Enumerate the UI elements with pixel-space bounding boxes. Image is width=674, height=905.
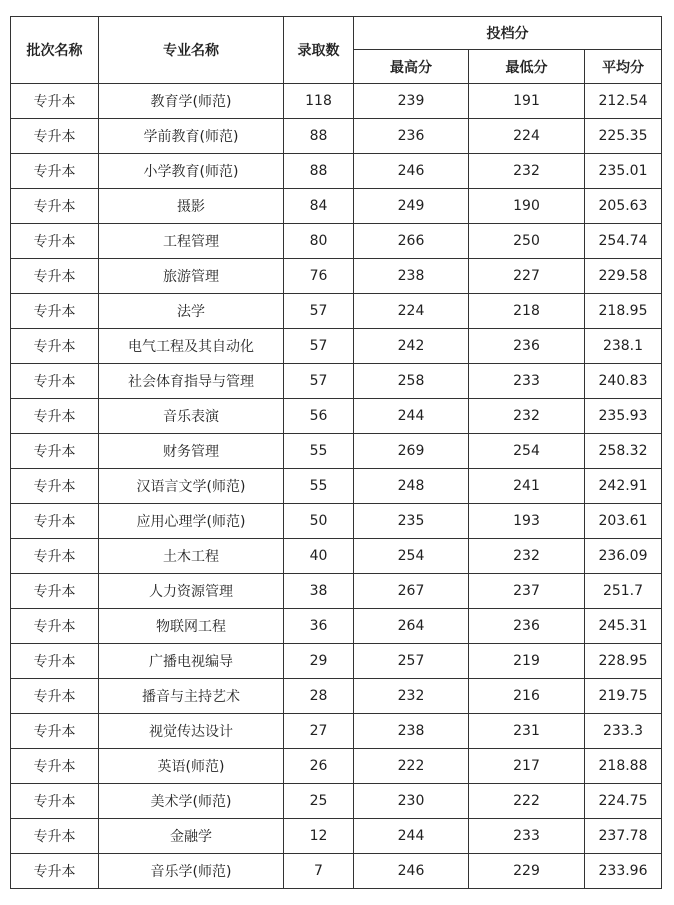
cell-avg-score: 236.09	[585, 539, 662, 574]
cell-major: 汉语言文学(师范)	[99, 469, 284, 504]
cell-major: 物联网工程	[99, 609, 284, 644]
cell-admitted: 84	[284, 189, 354, 224]
cell-max-score: 258	[354, 364, 469, 399]
table-row	[11, 84, 662, 119]
table-row	[11, 224, 662, 259]
cell-max-score: 238	[354, 259, 469, 294]
cell-admitted: 88	[284, 154, 354, 189]
cell-max-score: 244	[354, 399, 469, 434]
cell-max-score: 257	[354, 644, 469, 679]
cell-admitted: 55	[284, 469, 354, 504]
cell-avg-score: 203.61	[585, 504, 662, 539]
cell-avg-score: 218.88	[585, 749, 662, 784]
cell-avg-score: 212.54	[585, 84, 662, 119]
cell-major: 电气工程及其自动化	[99, 329, 284, 364]
cell-admitted: 27	[284, 714, 354, 749]
table-row	[11, 714, 662, 749]
cell-min-score: 191	[469, 84, 585, 119]
cell-major: 广播电视编导	[99, 644, 284, 679]
cell-max-score: 230	[354, 784, 469, 819]
cell-admitted: 40	[284, 539, 354, 574]
cell-major: 摄影	[99, 189, 284, 224]
cell-min-score: 222	[469, 784, 585, 819]
cell-batch: 专升本	[11, 749, 99, 784]
cell-max-score: 246	[354, 154, 469, 189]
cell-major: 学前教育(师范)	[99, 119, 284, 154]
cell-avg-score: 240.83	[585, 364, 662, 399]
table-row	[11, 609, 662, 644]
table-row	[11, 469, 662, 504]
table-row	[11, 539, 662, 574]
cell-avg-score: 245.31	[585, 609, 662, 644]
cell-batch: 专升本	[11, 819, 99, 854]
cell-min-score: 232	[469, 539, 585, 574]
cell-admitted: 57	[284, 329, 354, 364]
table-row	[11, 119, 662, 154]
cell-admitted: 28	[284, 679, 354, 714]
cell-min-score: 232	[469, 154, 585, 189]
cell-batch: 专升本	[11, 294, 99, 329]
cell-max-score: 242	[354, 329, 469, 364]
cell-max-score: 222	[354, 749, 469, 784]
cell-batch: 专升本	[11, 364, 99, 399]
table-header	[11, 17, 662, 84]
cell-major: 旅游管理	[99, 259, 284, 294]
cell-max-score: 248	[354, 469, 469, 504]
cell-batch: 专升本	[11, 189, 99, 224]
cell-batch: 专升本	[11, 119, 99, 154]
cell-avg-score: 224.75	[585, 784, 662, 819]
cell-major: 土木工程	[99, 539, 284, 574]
cell-admitted: 80	[284, 224, 354, 259]
cell-batch: 专升本	[11, 539, 99, 574]
cell-min-score: 217	[469, 749, 585, 784]
table-row	[11, 294, 662, 329]
cell-avg-score: 242.91	[585, 469, 662, 504]
cell-avg-score: 254.74	[585, 224, 662, 259]
cell-max-score: 266	[354, 224, 469, 259]
table-row	[11, 154, 662, 189]
cell-avg-score: 238.1	[585, 329, 662, 364]
cell-batch: 专升本	[11, 854, 99, 889]
cell-min-score: 190	[469, 189, 585, 224]
cell-avg-score: 235.93	[585, 399, 662, 434]
cell-admitted: 7	[284, 854, 354, 889]
cell-batch: 专升本	[11, 224, 99, 259]
cell-avg-score: 205.63	[585, 189, 662, 224]
cell-min-score: 237	[469, 574, 585, 609]
cell-max-score: 224	[354, 294, 469, 329]
table-row	[11, 504, 662, 539]
cell-max-score: 264	[354, 609, 469, 644]
cell-avg-score: 228.95	[585, 644, 662, 679]
cell-batch: 专升本	[11, 434, 99, 469]
table-row	[11, 819, 662, 854]
cell-admitted: 55	[284, 434, 354, 469]
cell-avg-score: 237.78	[585, 819, 662, 854]
cell-batch: 专升本	[11, 784, 99, 819]
cell-min-score: 218	[469, 294, 585, 329]
cell-admitted: 88	[284, 119, 354, 154]
cell-batch: 专升本	[11, 154, 99, 189]
table-row	[11, 644, 662, 679]
cell-avg-score: 218.95	[585, 294, 662, 329]
cell-min-score: 193	[469, 504, 585, 539]
cell-admitted: 36	[284, 609, 354, 644]
table-row	[11, 189, 662, 224]
cell-major: 美术学(师范)	[99, 784, 284, 819]
cell-batch: 专升本	[11, 644, 99, 679]
cell-max-score: 269	[354, 434, 469, 469]
header-admitted: 录取数	[284, 17, 354, 84]
cell-batch: 专升本	[11, 574, 99, 609]
table-row	[11, 574, 662, 609]
admission-score-table	[10, 16, 662, 889]
cell-admitted: 12	[284, 819, 354, 854]
cell-admitted: 56	[284, 399, 354, 434]
cell-admitted: 26	[284, 749, 354, 784]
table-row	[11, 784, 662, 819]
table-row	[11, 329, 662, 364]
cell-min-score: 233	[469, 364, 585, 399]
cell-min-score: 231	[469, 714, 585, 749]
cell-min-score: 229	[469, 854, 585, 889]
cell-min-score: 216	[469, 679, 585, 714]
cell-max-score: 246	[354, 854, 469, 889]
table-row	[11, 259, 662, 294]
table-row	[11, 679, 662, 714]
table-row	[11, 399, 662, 434]
cell-max-score: 238	[354, 714, 469, 749]
cell-max-score: 267	[354, 574, 469, 609]
cell-admitted: 118	[284, 84, 354, 119]
cell-min-score: 219	[469, 644, 585, 679]
header-batch: 批次名称	[11, 17, 99, 84]
cell-avg-score: 251.7	[585, 574, 662, 609]
table-row	[11, 854, 662, 889]
cell-major: 英语(师范)	[99, 749, 284, 784]
cell-batch: 专升本	[11, 609, 99, 644]
cell-major: 小学教育(师范)	[99, 154, 284, 189]
cell-major: 社会体育指导与管理	[99, 364, 284, 399]
cell-batch: 专升本	[11, 714, 99, 749]
cell-min-score: 250	[469, 224, 585, 259]
cell-admitted: 29	[284, 644, 354, 679]
header-major: 专业名称	[99, 17, 284, 84]
cell-admitted: 50	[284, 504, 354, 539]
cell-min-score: 232	[469, 399, 585, 434]
cell-min-score: 224	[469, 119, 585, 154]
cell-min-score: 236	[469, 329, 585, 364]
cell-major: 音乐学(师范)	[99, 854, 284, 889]
cell-min-score: 236	[469, 609, 585, 644]
cell-major: 教育学(师范)	[99, 84, 284, 119]
cell-batch: 专升本	[11, 259, 99, 294]
cell-batch: 专升本	[11, 399, 99, 434]
cell-admitted: 57	[284, 294, 354, 329]
cell-avg-score: 233.3	[585, 714, 662, 749]
cell-admitted: 38	[284, 574, 354, 609]
cell-batch: 专升本	[11, 469, 99, 504]
cell-major: 播音与主持艺术	[99, 679, 284, 714]
cell-batch: 专升本	[11, 504, 99, 539]
cell-avg-score: 219.75	[585, 679, 662, 714]
cell-major: 人力资源管理	[99, 574, 284, 609]
cell-max-score: 236	[354, 119, 469, 154]
cell-min-score: 233	[469, 819, 585, 854]
cell-admitted: 25	[284, 784, 354, 819]
cell-min-score: 254	[469, 434, 585, 469]
cell-major: 音乐表演	[99, 399, 284, 434]
cell-batch: 专升本	[11, 679, 99, 714]
cell-avg-score: 229.58	[585, 259, 662, 294]
table-row	[11, 364, 662, 399]
cell-max-score: 235	[354, 504, 469, 539]
cell-max-score: 244	[354, 819, 469, 854]
header-avg-score: 平均分	[585, 50, 662, 84]
header-min-score: 最低分	[469, 50, 585, 84]
cell-avg-score: 258.32	[585, 434, 662, 469]
cell-min-score: 227	[469, 259, 585, 294]
cell-major: 工程管理	[99, 224, 284, 259]
cell-admitted: 57	[284, 364, 354, 399]
cell-min-score: 241	[469, 469, 585, 504]
cell-avg-score: 233.96	[585, 854, 662, 889]
cell-avg-score: 235.01	[585, 154, 662, 189]
cell-major: 财务管理	[99, 434, 284, 469]
table-row	[11, 434, 662, 469]
table-row	[11, 749, 662, 784]
header-score-group: 投档分	[354, 17, 662, 50]
cell-avg-score: 225.35	[585, 119, 662, 154]
cell-major: 视觉传达设计	[99, 714, 284, 749]
header-max-score: 最高分	[354, 50, 469, 84]
cell-major: 法学	[99, 294, 284, 329]
cell-max-score: 232	[354, 679, 469, 714]
table-body	[11, 84, 662, 889]
cell-max-score: 239	[354, 84, 469, 119]
cell-batch: 专升本	[11, 329, 99, 364]
cell-max-score: 254	[354, 539, 469, 574]
cell-max-score: 249	[354, 189, 469, 224]
cell-major: 应用心理学(师范)	[99, 504, 284, 539]
cell-batch: 专升本	[11, 84, 99, 119]
cell-major: 金融学	[99, 819, 284, 854]
cell-admitted: 76	[284, 259, 354, 294]
